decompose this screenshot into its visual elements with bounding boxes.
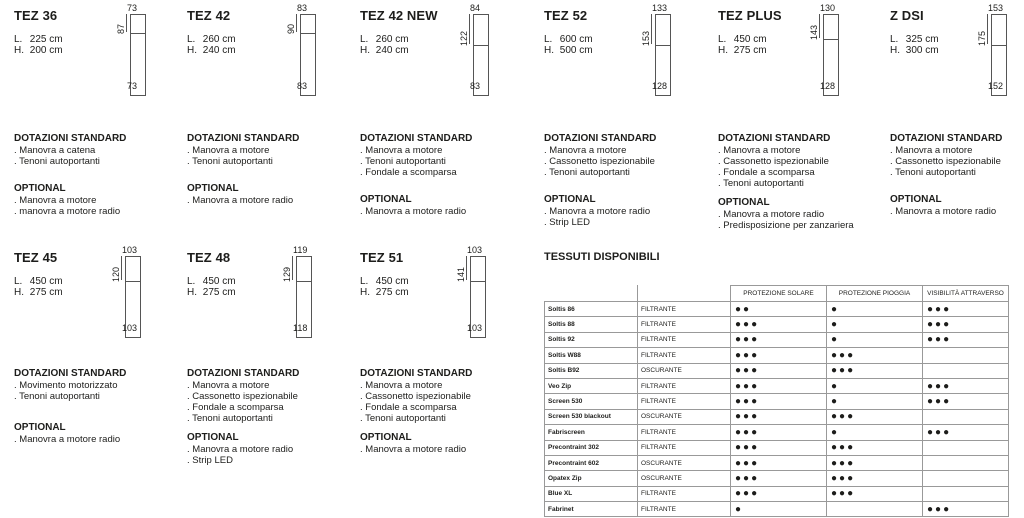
standard-item: . Manovra a motore [187,145,273,156]
fabric-row [545,502,1009,517]
fabric-type: FILTRANTE [638,425,731,440]
product-tez-51 [360,250,530,480]
standard-item: . Cassonetto ispezionabile [360,391,471,402]
visibility-rating: ●●● [923,502,1009,517]
standard-item: . Manovra a motore [360,145,457,156]
height-key: H. [718,45,728,56]
solar-rating: ●●● [731,455,827,470]
optional-heading: OPTIONAL [14,422,66,433]
optional-heading: OPTIONAL [14,183,66,194]
length-value: L. 450 cm [360,276,409,287]
standard-list [14,380,117,402]
product-tez-52 [544,8,714,238]
fabrics-table [544,285,1009,517]
length-value: L. 260 cm [360,34,409,45]
product-tez-36 [14,8,184,238]
fabric-type: OSCURANTE [638,409,731,424]
length-value: L. 450 cm [14,276,63,287]
length-key: L. [544,34,553,45]
standard-item: . Manovra a motore [360,380,471,391]
standard-item: . Tenoni autoportanti [544,167,655,178]
optional-item: . Manovra a motore radio [360,206,466,217]
standard-item: . Tenoni autoportanti [890,167,1001,178]
optional-list [14,195,120,217]
fabric-type: OSCURANTE [638,455,731,470]
fabric-row [545,394,1009,409]
rain-rating: ● [827,425,923,440]
standard-heading: DOTAZIONI STANDARD [544,133,657,144]
standard-item: . Tenoni autoportanti [718,178,829,189]
standard-heading: DOTAZIONI STANDARD [14,133,127,144]
solar-rating: ●●● [731,486,827,501]
product-tez-48 [187,250,357,480]
bottom-width: 83 [470,81,481,91]
rain-rating [827,502,923,517]
solar-rating: ●●● [731,378,827,393]
standard-item: . Tenoni autoportanti [187,413,298,424]
standard-item: . Cassonetto ispezionabile [718,156,829,167]
solar-rating: ● [731,502,827,517]
height-value: H. 240 cm [360,45,409,56]
standard-heading: DOTAZIONI STANDARD [890,133,1003,144]
dimension-tick [651,14,652,44]
solar-rating: ●● [731,302,827,317]
height-key: H. [544,45,554,56]
standard-item: . Manovra a motore [544,145,655,156]
standard-heading: DOTAZIONI STANDARD [187,368,300,379]
bottom-width: 103 [467,323,483,333]
standard-list [14,145,100,167]
fabric-type: FILTRANTE [638,440,731,455]
standard-item: . Manovra a catena [14,145,100,156]
top-width: 103 [122,245,138,255]
fabric-row [545,409,1009,424]
visibility-rating [923,486,1009,501]
fabric-row [545,378,1009,393]
visibility-rating [923,455,1009,470]
optional-heading: OPTIONAL [187,432,239,443]
dimension-tick [296,14,297,32]
drawing-divider [131,33,145,34]
height-value: H. 275 cm [187,287,236,298]
header-visibility: VISIBILITÀ ATTRAVERSO [923,286,1009,302]
fabric-row [545,471,1009,486]
visibility-rating [923,471,1009,486]
fabric-type: FILTRANTE [638,394,731,409]
fabric-name: Soltis 88 [545,317,638,332]
product-tez-45 [14,250,184,480]
standard-item: . Fondale a scomparsa [718,167,829,178]
optional-item: . Manovra a motore radio [718,209,854,220]
fabric-name: Soltis W88 [545,348,638,363]
height-value: H. 275 cm [14,287,63,298]
standard-item: . Cassonetto ispezionabile [544,156,655,167]
solar-rating: ●●● [731,317,827,332]
optional-item: . Manovra a motore radio [890,206,996,217]
rain-rating: ●●● [827,486,923,501]
visibility-rating [923,409,1009,424]
length-key: L. [187,276,196,287]
optional-heading: OPTIONAL [187,183,239,194]
rain-rating: ● [827,378,923,393]
length-value: L. 225 cm [14,34,63,45]
length-value: L. 600 cm [544,34,593,45]
side-height: 153 [641,30,651,46]
product-name: TEZ 45 [14,250,58,265]
standard-item: . Tenoni autoportanti [14,391,117,402]
bottom-width: 118 [293,323,308,333]
fabric-type: FILTRANTE [638,502,731,517]
rain-rating: ●●● [827,363,923,378]
fabric-row [545,455,1009,470]
height-key: H. [187,287,197,298]
height-value: H. 240 cm [187,45,236,56]
optional-list [360,206,466,217]
standard-item: . Fondale a scomparsa [187,402,298,413]
standard-item: . Manovra a motore [890,145,1001,156]
product-tez-plus [718,8,888,238]
fabric-name: Blue XL [545,486,638,501]
optional-heading: OPTIONAL [360,194,412,205]
fabric-name: Veo Zip [545,378,638,393]
fabric-row [545,440,1009,455]
side-height: 122 [459,30,469,46]
height-value: H. 300 cm [890,45,939,56]
rain-rating: ● [827,302,923,317]
height-key: H. [360,287,370,298]
product-name: TEZ 48 [187,250,231,265]
standard-item: . Tenoni autoportanti [14,156,100,167]
length-key: L. [718,34,727,45]
visibility-rating: ●●● [923,378,1009,393]
visibility-rating [923,440,1009,455]
standard-item: . Manovra a motore [187,380,298,391]
standard-heading: DOTAZIONI STANDARD [360,133,473,144]
visibility-rating: ●●● [923,302,1009,317]
solar-rating: ●●● [731,440,827,455]
standard-item: . Cassonetto ispezionabile [890,156,1001,167]
fabric-name: Soltis 92 [545,332,638,347]
standard-heading: DOTAZIONI STANDARD [718,133,831,144]
side-height: 87 [116,23,126,34]
optional-list [544,206,650,228]
top-width: 153 [988,3,1004,13]
length-key: L. [14,34,23,45]
standard-item: . Movimento motorizzato [14,380,117,391]
drawing-divider [301,33,315,34]
solar-rating: ●●● [731,348,827,363]
side-height: 120 [111,266,121,282]
height-value: H. 200 cm [14,45,63,56]
product-name: TEZ PLUS [718,8,782,23]
optional-list [187,444,293,466]
length-value: L. 260 cm [187,34,236,45]
fabric-type: FILTRANTE [638,348,731,363]
height-value: H. 275 cm [718,45,767,56]
header-rain: PROTEZIONE PIOGGIA [827,286,923,302]
standard-item: . Tenoni autoportanti [360,156,457,167]
drawing-divider [992,45,1006,46]
fabric-name: Screen 530 blackout [545,409,638,424]
fabric-name: Fabrinet [545,502,638,517]
optional-item: . Strip LED [544,217,650,228]
top-width: 133 [652,3,668,13]
rain-rating: ●●● [827,409,923,424]
side-height: 175 [977,30,987,46]
drawing-divider [824,39,838,40]
optional-item: . manovra a motore radio [14,206,120,217]
drawing-divider [471,281,485,282]
bottom-width: 73 [127,81,138,91]
fabric-row [545,486,1009,501]
top-width: 103 [467,245,483,255]
standard-heading: DOTAZIONI STANDARD [360,368,473,379]
bottom-width: 103 [122,323,138,333]
standard-list [187,380,298,424]
length-value: L. 325 cm [890,34,939,45]
optional-heading: OPTIONAL [718,197,770,208]
rain-rating: ● [827,332,923,347]
fabrics-title: TESSUTI DISPONIBILI [544,251,660,263]
header-solar: PROTEZIONE SOLARE [731,286,827,302]
visibility-rating: ●●● [923,317,1009,332]
standard-item: . Tenoni autoportanti [360,413,471,424]
product-name: TEZ 52 [544,8,588,23]
fabric-type: FILTRANTE [638,317,731,332]
visibility-rating [923,348,1009,363]
standard-list [360,380,471,424]
optional-heading: OPTIONAL [360,432,412,443]
fabric-name: Precontraint 602 [545,455,638,470]
fabric-name: Screen 530 [545,394,638,409]
fabric-row [545,363,1009,378]
dimension-tick [469,14,470,44]
standard-item: . Cassonetto ispezionabile [187,391,298,402]
rain-rating: ●●● [827,348,923,363]
standard-item: . Manovra a motore [718,145,829,156]
standard-list [890,145,1001,178]
dimension-tick [819,14,820,38]
standard-heading: DOTAZIONI STANDARD [14,368,127,379]
fabric-name: Precontraint 302 [545,440,638,455]
fabric-row [545,348,1009,363]
product-name: TEZ 36 [14,8,58,23]
height-key: H. [187,45,197,56]
standard-heading: DOTAZIONI STANDARD [187,133,300,144]
bottom-width: 128 [820,81,836,91]
side-height: 141 [456,266,466,282]
fabric-name: Soltis 86 [545,302,638,317]
side-height: 129 [282,266,292,282]
top-width: 119 [293,245,308,255]
solar-rating: ●●● [731,471,827,486]
bottom-width: 152 [988,81,1004,91]
fabric-row [545,332,1009,347]
visibility-rating [923,363,1009,378]
optional-heading: OPTIONAL [544,194,596,205]
optional-item: . Manovra a motore radio [544,206,650,217]
dimension-tick [126,14,127,32]
optional-heading: OPTIONAL [890,194,942,205]
height-key: H. [14,287,24,298]
rain-rating: ●●● [827,440,923,455]
dimension-tick [987,14,988,44]
drawing-divider [474,45,488,46]
side-height: 143 [809,24,819,40]
length-key: L. [14,276,23,287]
product-name: TEZ 51 [360,250,404,265]
visibility-rating: ●●● [923,394,1009,409]
drawing-divider [126,281,140,282]
product-tez-42-new [360,8,530,238]
fabric-name: Fabriscreen [545,425,638,440]
fabric-row [545,317,1009,332]
standard-item: . Fondale a scomparsa [360,402,471,413]
length-key: L. [187,34,196,45]
length-key: L. [360,276,369,287]
optional-item: . Predisposizione per zanzariera [718,220,854,231]
optional-item: . Manovra a motore [14,195,120,206]
product-tez-42 [187,8,357,238]
optional-list [187,195,293,206]
optional-list [360,444,466,455]
drawing-divider [656,45,670,46]
fabric-type: OSCURANTE [638,363,731,378]
rain-rating: ●●● [827,471,923,486]
product-name: TEZ 42 [187,8,231,23]
product-name: TEZ 42 NEW [360,8,438,23]
optional-item: . Manovra a motore radio [360,444,466,455]
optional-item: . Strip LED [187,455,293,466]
optional-item: . Manovra a motore radio [14,434,120,445]
solar-rating: ●●● [731,363,827,378]
fabric-type: OSCURANTE [638,471,731,486]
height-value: H. 275 cm [360,287,409,298]
standard-list [718,145,829,189]
height-value: H. 500 cm [544,45,593,56]
height-key: H. [360,45,370,56]
fabric-row [545,425,1009,440]
length-value: L. 450 cm [718,34,767,45]
length-key: L. [890,34,899,45]
rain-rating: ● [827,394,923,409]
fabric-type: FILTRANTE [638,332,731,347]
optional-list [890,206,996,217]
dimension-tick [292,256,293,280]
bottom-width: 83 [297,81,308,91]
rain-rating: ●●● [827,455,923,470]
dimension-tick [466,256,467,280]
product-name: Z DSI [890,8,924,23]
standard-list [187,145,273,167]
top-width: 84 [470,3,481,13]
dimension-tick [121,256,122,280]
side-height: 90 [286,23,296,34]
solar-rating: ●●● [731,409,827,424]
optional-item: . Manovra a motore radio [187,195,293,206]
fabrics-header-row [545,286,1009,302]
top-width: 130 [820,3,836,13]
height-key: H. [890,45,900,56]
solar-rating: ●●● [731,425,827,440]
rain-rating: ● [827,317,923,332]
fabric-type: FILTRANTE [638,486,731,501]
fabric-type: FILTRANTE [638,378,731,393]
visibility-rating: ●●● [923,425,1009,440]
optional-item: . Manovra a motore radio [187,444,293,455]
visibility-rating: ●●● [923,332,1009,347]
solar-rating: ●●● [731,332,827,347]
top-width: 73 [127,3,138,13]
fabric-name: Opatex Zip [545,471,638,486]
fabric-name: Soltis B92 [545,363,638,378]
optional-list [14,434,120,445]
drawing-divider [297,281,311,282]
fabric-row [545,302,1009,317]
height-key: H. [14,45,24,56]
optional-list [718,209,854,231]
solar-rating: ●●● [731,394,827,409]
length-value: L. 450 cm [187,276,236,287]
fabric-type: FILTRANTE [638,302,731,317]
standard-item: . Fondale a scomparsa [360,167,457,178]
standard-list [360,145,457,178]
standard-item: . Tenoni autoportanti [187,156,273,167]
bottom-width: 128 [652,81,668,91]
length-key: L. [360,34,369,45]
top-width: 83 [297,3,308,13]
standard-list [544,145,655,178]
